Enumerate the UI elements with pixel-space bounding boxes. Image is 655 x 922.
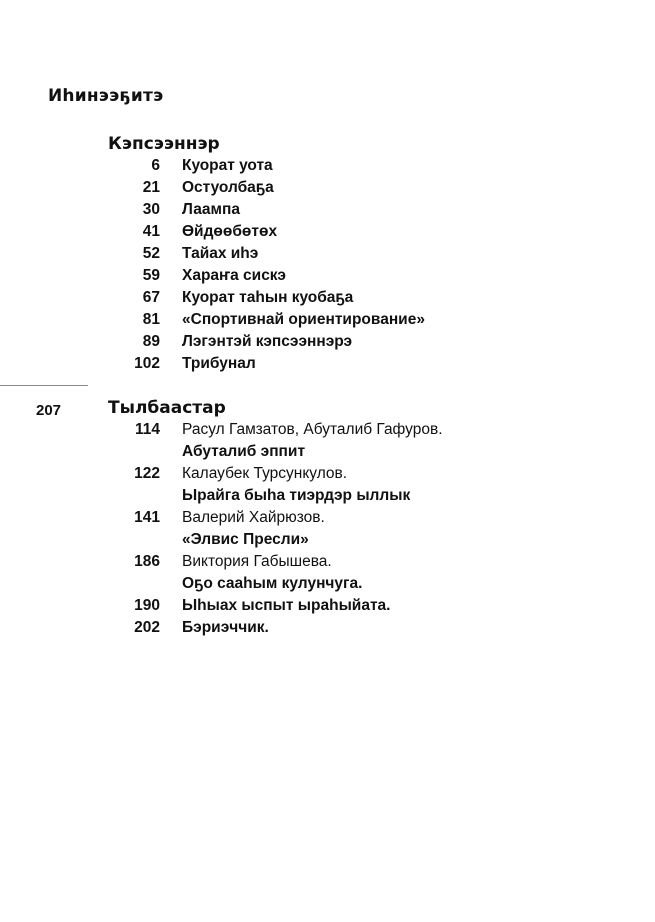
- toc-list-translations: [108, 419, 443, 639]
- toc-title: Абуталиб эппит: [182, 443, 306, 460]
- toc-page-number: 59: [142, 267, 160, 284]
- toc-page-number: 122: [134, 465, 160, 482]
- toc-entry-body: [182, 419, 443, 463]
- margin-rule: [0, 385, 88, 386]
- toc-title: «Спортивнай ориентирование»: [182, 311, 425, 328]
- toc-title: Оҕо сааһым кулунчуга.: [182, 575, 363, 592]
- toc-entry: [108, 595, 443, 617]
- toc-entry-body: [182, 177, 274, 199]
- toc-title: Өйдөөбөтөх: [182, 223, 278, 240]
- section-title-translations: Тылбаастар: [108, 398, 226, 418]
- toc-entry-body: [182, 221, 277, 243]
- toc-page-number: 114: [134, 421, 160, 438]
- toc-page-number: 67: [142, 289, 160, 306]
- toc-page-number: 89: [142, 333, 160, 350]
- page-number: 207: [36, 402, 62, 419]
- toc-page-number: 52: [142, 245, 160, 262]
- toc-entry-body: [182, 243, 258, 265]
- section-title-stories: Кэпсээннэр: [108, 134, 220, 154]
- toc-entry: [108, 309, 425, 331]
- toc-entry: [108, 155, 425, 177]
- toc-page-number: 186: [134, 553, 160, 570]
- toc-page-number: 6: [151, 157, 160, 174]
- toc-entry: [108, 551, 443, 595]
- toc-title: Лэгэнтэй кэпсээннэрэ: [182, 333, 353, 350]
- toc-page-number: 102: [134, 355, 160, 372]
- toc-title: «Элвис Пресли»: [182, 531, 309, 548]
- toc-title: Хараҥа сискэ: [182, 267, 286, 284]
- toc-entry: [108, 287, 425, 309]
- toc-entry: [108, 221, 425, 243]
- toc-entry: [108, 507, 443, 551]
- toc-entry-body: [182, 463, 410, 507]
- toc-page-number: 21: [142, 179, 160, 196]
- toc-author: Калаубек Турсункулов.: [182, 465, 348, 482]
- toc-title: Куорат таһын куобаҕа: [182, 289, 354, 306]
- toc-title: Ырайга быһа тиэрдэр ыллык: [182, 487, 411, 504]
- toc-title: Лаампа: [182, 201, 240, 218]
- toc-entry: [108, 265, 425, 287]
- toc-author: Валерий Хайрюзов.: [182, 509, 325, 526]
- toc-entry-body: [182, 287, 353, 309]
- toc-entry: [108, 419, 443, 463]
- toc-entry-body: [182, 595, 390, 617]
- toc-entry-body: [182, 331, 352, 353]
- page-title: Иһинээҕитэ: [48, 86, 164, 106]
- toc-entry: [108, 617, 443, 639]
- toc-entry-body: [182, 551, 362, 595]
- toc-page-number: 30: [142, 201, 160, 218]
- toc-entry: [108, 463, 443, 507]
- toc-entry: [108, 199, 425, 221]
- toc-entry-body: [182, 155, 273, 177]
- toc-page-number: 81: [142, 311, 160, 328]
- toc-entry: [108, 177, 425, 199]
- toc-author: Виктория Габышева.: [182, 553, 332, 570]
- toc-page-number: 190: [134, 597, 160, 614]
- toc-entry-body: [182, 617, 269, 639]
- toc-title: Тайах иһэ: [182, 245, 259, 262]
- toc-list-stories: [108, 155, 425, 375]
- toc-page-number: 41: [142, 223, 160, 240]
- toc-author: Расул Гамзатов, Абуталиб Гафуров.: [182, 421, 443, 438]
- toc-entry-body: [182, 265, 286, 287]
- toc-title: Куорат уота: [182, 157, 273, 174]
- toc-entry: [108, 243, 425, 265]
- toc-entry-body: [182, 309, 425, 331]
- toc-page-number: 141: [134, 509, 160, 526]
- toc-entry-body: [182, 507, 325, 551]
- toc-title: Трибунал: [182, 355, 256, 372]
- toc-title: Ыһыах ыспыт ыраһыйата.: [182, 597, 391, 614]
- toc-title: Остуолбаҕа: [182, 179, 274, 196]
- toc-entry-body: [182, 199, 240, 221]
- toc-page-number: 202: [134, 619, 160, 636]
- toc-entry: [108, 331, 425, 353]
- toc-entry: [108, 353, 425, 375]
- toc-title: Бэриэччик.: [182, 619, 269, 636]
- toc-entry-body: [182, 353, 256, 375]
